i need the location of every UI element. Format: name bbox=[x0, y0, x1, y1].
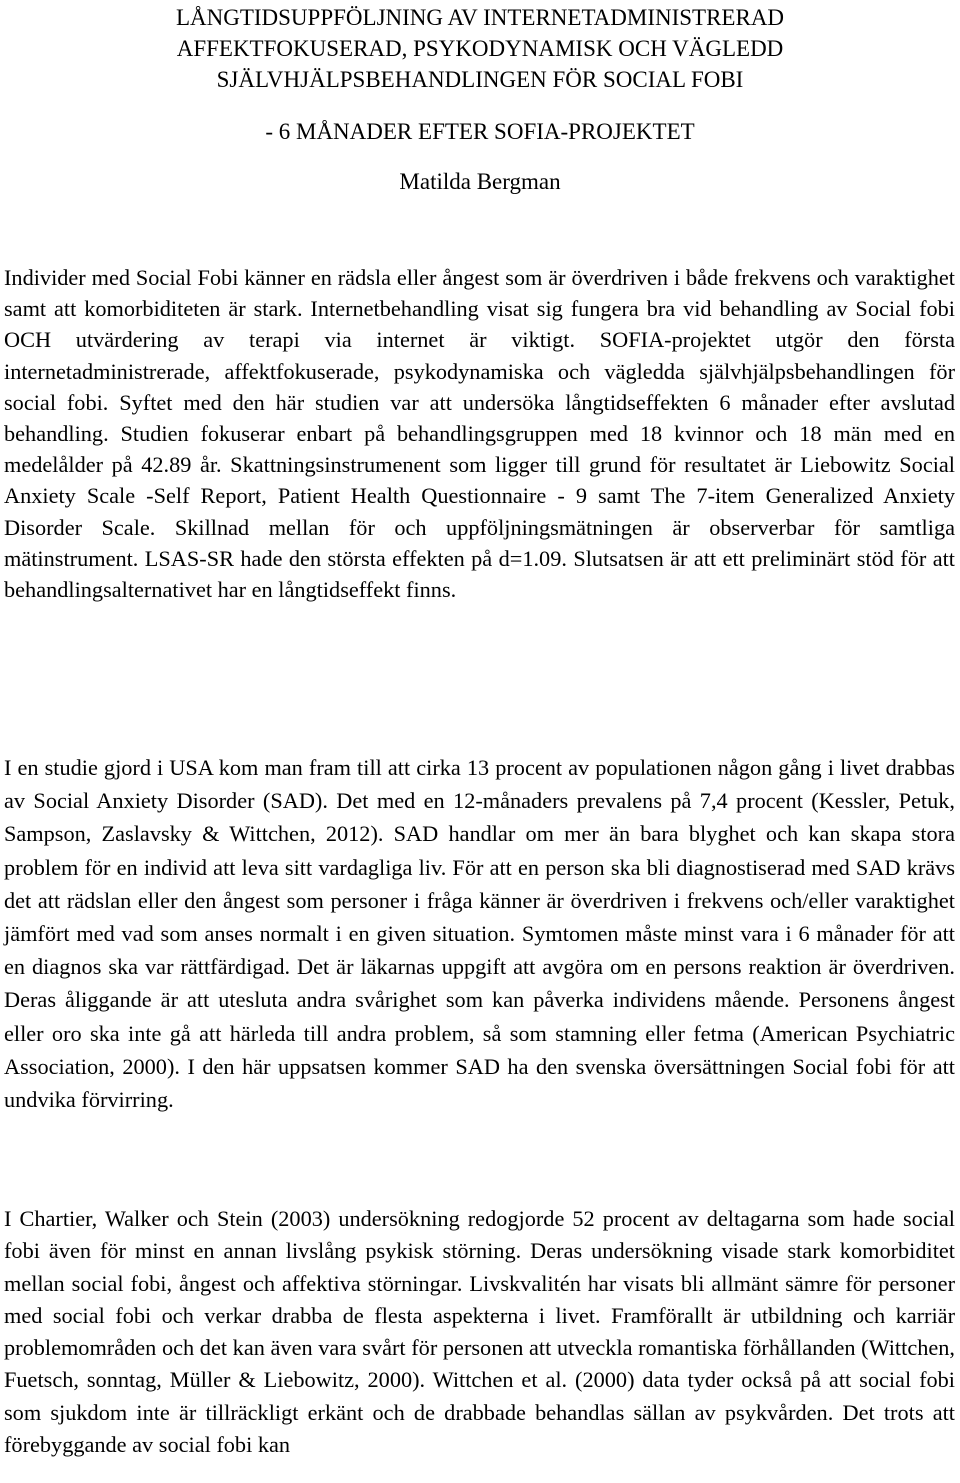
body-paragraph-1: I en studie gjord i USA kom man fram till att cirka 13 procent av populationen någon gång i livet drabbas av Social Anxiety Disorder (SAD). Det med en 12-månaders prevalens på 7,4 procent (Kessler, Petuk, Sampson, Zaslavsky & Wittchen, 2012). SAD handlar om mer än bara blyghet och kan skapa stora problem för en individ att leva sitt vardagliga liv. För att en person ska bli diagnostiserad med SAD krävs det att rädslan eller den ångest som personer i fråga känner är överdriven i frekvens och/eller varaktighet jämfört med vad som anses normalt i en given situation. Symtomen måste minst vara i 6 månader för att en diagnos ska var rättfärdigad. Det är läkarnas uppgift att avgöra om en persons reaktion är överdriven. Deras åliggande är att utesluta andra svårighet som kan påverka individens mående. Personens ångest eller oro ska inte gå att härleda till andra problem, så som stamning eller fetma (American Psychiatric Association, 2000). I den här uppsatsen kommer SAD ha den svenska översättningen Social fobi för att undvika förvirring. bbox=[4, 755, 955, 1113]
title-line-1: LÅNGTIDSUPPFÖLJNING AV INTERNETADMINISTRERAD bbox=[175, 5, 785, 30]
document-subtitle: - 6 MÅNADER EFTER SOFIA-PROJEKTET bbox=[265, 119, 695, 144]
document-title bbox=[0, 2, 960, 95]
title-line-2: AFFEKTFOKUSERAD, PSYKODYNAMISK OCH VÄGLEDD bbox=[176, 36, 784, 61]
body-paragraph-2: I Chartier, Walker och Stein (2003) undersökning redogjorde 52 procent av deltagarna som hade social fobi även för minst en annan livslång psykisk störning. Deras undersökning visade stark komorbiditet mellan social fobi, ångest och affektiva störningar. Livskvalitén har visats bli allmänt sämre för personer med social fobi och verkar drabba de flesta aspekterna i livet. Framförallt är utbildning och karriär problemområden och det kan även vara svårt för personen att utveckla romantiska förhållanden (Wittchen, Fuetsch, sonntag, Müller & Liebowitz, 2000). Wittchen et al. (2000) data tyder också på att social fobi som sjukdom inte är tillräckligt erkänt och de drabbade behandlas sällan av psykvården. Det trots att förebyggande av social fobi kan bbox=[4, 1206, 955, 1458]
title-line-3: SJÄLVHJÄLPSBEHANDLINGEN FÖR SOCIAL FOBI bbox=[216, 67, 744, 92]
author-name: Matilda Bergman bbox=[399, 169, 561, 194]
abstract-paragraph: Individer med Social Fobi känner en rädsla eller ångest som är överdriven i både frekvens och varaktighet samt att komorbiditeten är stark. Internetbehandling visat sig fungera bra vid behandling av Social fobi OCH utvärdering av terapi via internet är viktigt. SOFIA-projektet utgör den första internetadministrerade, affektfokuserade, psykodynamiska och vägledda självhjälpsbehandlingen för social fobi. Syftet med den här studien var att undersöka långtidseffekten 6 månader efter avslutad behandling. Studien fokuserar enbart på behandlingsgruppen med 18 kvinnor och 18 män med en medelålder på 42.89 år. Skattningsinstrumenent som ligger till grund för resultatet är Liebowitz Social Anxiety Scale -Self Report, Patient Health Questionnaire - 9 samt The 7-item Generalized Anxiety Disorder Scale. Skillnad mellan för och uppföljningsmätningen är observerbar för samtliga mätinstrument. LSAS-SR hade den största effekten på d=1.09. Slutsatsen är att ett preliminärt stöd för att behandlingsalternativet har en långtidseffekt finns. bbox=[4, 265, 955, 603]
